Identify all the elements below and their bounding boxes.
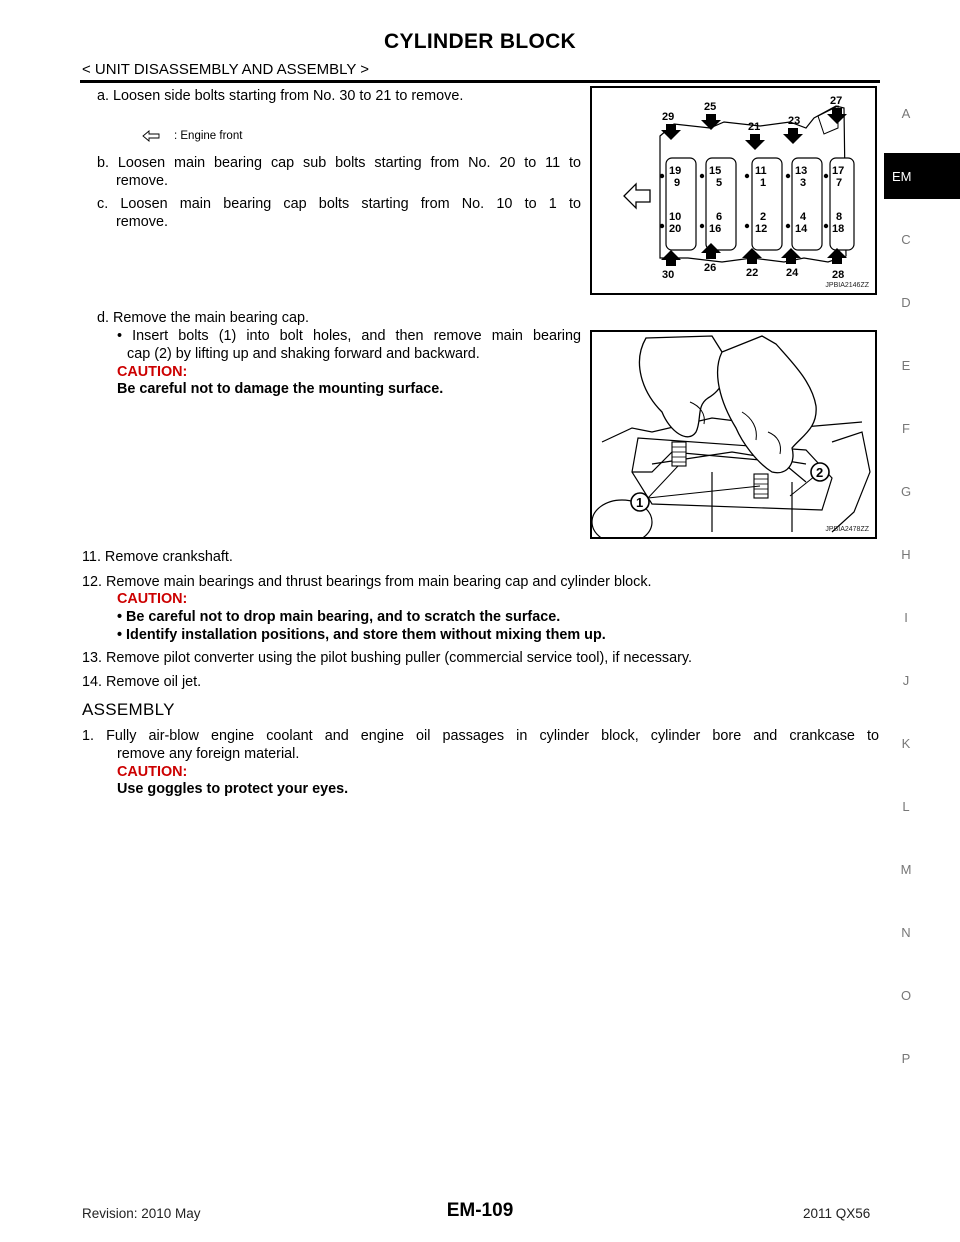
remove-bearing-cap-illustration [592, 332, 875, 537]
index-letter-f[interactable]: F [902, 421, 910, 436]
bolt-number: 23 [788, 115, 801, 127]
cap-number: 1 [760, 177, 767, 189]
cap-number: 12 [755, 223, 768, 235]
index-letter-k[interactable]: K [901, 736, 911, 751]
index-letter-p[interactable]: P [901, 1051, 911, 1066]
block-right-side [832, 432, 870, 532]
bolt-number: 27 [830, 95, 843, 107]
figure-id: JPBIA2478ZZ [825, 526, 869, 533]
step-d-bullet [117, 328, 581, 363]
step-13: 13. Remove pilot converter using the pilot bushing puller (commercial service tool), if necessary. [82, 650, 693, 666]
step-d: d. Remove the main bearing cap. [97, 310, 309, 326]
index-letter-i[interactable]: I [904, 610, 908, 625]
callout-1-number: 1 [636, 495, 644, 510]
section-breadcrumb: < UNIT DISASSEMBLY AND ASSEMBLY > [82, 61, 370, 78]
step-12: 12. Remove main bearings and thrust bearings from main bearing cap and cylinder block. [82, 574, 652, 590]
main-bearing-cap-shape [632, 438, 832, 510]
callout-2-number: 2 [816, 465, 824, 480]
cap-number: 3 [800, 177, 807, 189]
bottom-bolt-numbers [662, 262, 844, 281]
cap-number: 20 [669, 223, 682, 235]
caution-label: CAUTION: [117, 364, 188, 380]
cap-number: 19 [669, 165, 682, 177]
index-letter-g[interactable]: G [900, 484, 912, 499]
index-tab-em-active[interactable]: EM [884, 153, 960, 199]
cap-number: 11 [755, 165, 767, 177]
bolt-number: 22 [746, 267, 759, 279]
step-a: a. Loosen side bolts starting from No. 30 to 21 to remove. [97, 88, 464, 104]
index-letter-e[interactable]: E [901, 358, 911, 373]
step-c [97, 196, 581, 231]
caution-text: Be careful not to damage the mounting surface. [117, 381, 444, 397]
cap-number: 2 [760, 211, 767, 223]
bolt-sequence-diagram [592, 88, 875, 293]
cap-number: 15 [709, 165, 722, 177]
engine-front-legend-icon [142, 130, 160, 142]
index-letter-o[interactable]: O [900, 988, 912, 1003]
cap-number: 10 [669, 211, 682, 223]
cap-number: 17 [832, 165, 845, 177]
index-letter-c[interactable]: C [901, 232, 911, 247]
step-b-line2: remove. [116, 172, 168, 189]
assembly-step-1-line2: remove any foreign material. [117, 745, 300, 762]
engine-front-arrow-icon [624, 184, 650, 208]
cap-number: 6 [716, 211, 723, 223]
step-d-bullet-line2: cap (2) by lifting up and shaking forward and backward. [127, 345, 480, 362]
callout-2-badge [811, 463, 829, 481]
bolt-number: 25 [704, 101, 717, 113]
bolt-number: 21 [748, 121, 761, 133]
step-c-line1: c. Loosen main bearing cap bolts starting from No. 10 to 1 to [97, 196, 581, 212]
cap-number: 14 [795, 223, 808, 235]
left-hand [639, 336, 726, 437]
caution-label: CAUTION: [117, 591, 188, 607]
cap-number: 9 [674, 177, 681, 189]
index-letter-n[interactable]: N [901, 925, 911, 940]
step-14: 14. Remove oil jet. [82, 674, 202, 690]
footer-page-number: EM-109 [446, 1200, 514, 1221]
footer-model: 2011 QX56 [803, 1206, 871, 1221]
cap-number: 18 [832, 223, 845, 235]
step-b [97, 155, 581, 190]
step-d-bullet-line1: • Insert bolts (1) into bolt holes, and then remove main bearing [117, 328, 581, 344]
caution-text: Use goggles to protect your eyes. [117, 781, 349, 797]
bolt-number: 30 [662, 269, 675, 281]
caution-label: CAUTION: [117, 764, 188, 780]
index-letter-d[interactable]: D [901, 295, 911, 310]
figure-remove-bearing-cap [590, 330, 877, 539]
header-divider [80, 80, 880, 83]
page-title: CYLINDER BLOCK [383, 30, 577, 53]
callout-1-badge [631, 493, 649, 511]
figure-bolt-sequence [590, 86, 877, 295]
cap-number: 8 [836, 211, 843, 223]
bolt-number: 28 [832, 269, 845, 281]
cap-number: 16 [709, 223, 722, 235]
step-b-line1: b. Loosen main bearing cap sub bolts starting from No. 20 to 11 to [97, 155, 581, 171]
index-letter-h[interactable]: H [901, 547, 911, 562]
bolt-number: 24 [786, 267, 799, 279]
callout-line-1b [648, 486, 760, 498]
bolt-number: 26 [704, 262, 717, 274]
engine-front-legend: : Engine front [174, 130, 243, 142]
cap-number: 13 [795, 165, 808, 177]
caution-bullet-1: • Be careful not to drop main bearing, and to scratch the surface. [117, 609, 561, 625]
index-letter-a[interactable]: A [901, 106, 911, 121]
bolt-number: 29 [662, 111, 675, 123]
footer-revision: Revision: 2010 May [82, 1206, 201, 1221]
step-c-line2: remove. [116, 213, 168, 230]
cap-number: 5 [716, 177, 723, 189]
index-letter-m[interactable]: M [900, 862, 912, 877]
caution-bullet-2: • Identify installation positions, and store them without mixing them up. [117, 627, 606, 643]
cap-number: 7 [836, 177, 843, 189]
step-11: 11. Remove crankshaft. [82, 549, 233, 565]
cap-number: 4 [800, 211, 807, 223]
index-letter-j[interactable]: J [902, 673, 910, 688]
assembly-step-1-line1: 1. Fully air-blow engine coolant and engine oil passages in cylinder block, cylinder bore and crankcase to [82, 728, 879, 744]
assembly-step-1 [82, 728, 879, 763]
section-heading-assembly: ASSEMBLY [82, 700, 175, 719]
side-index [884, 0, 960, 1242]
index-letter-l[interactable]: L [902, 799, 910, 814]
figure-id: JPBIA2146ZZ [825, 282, 869, 289]
